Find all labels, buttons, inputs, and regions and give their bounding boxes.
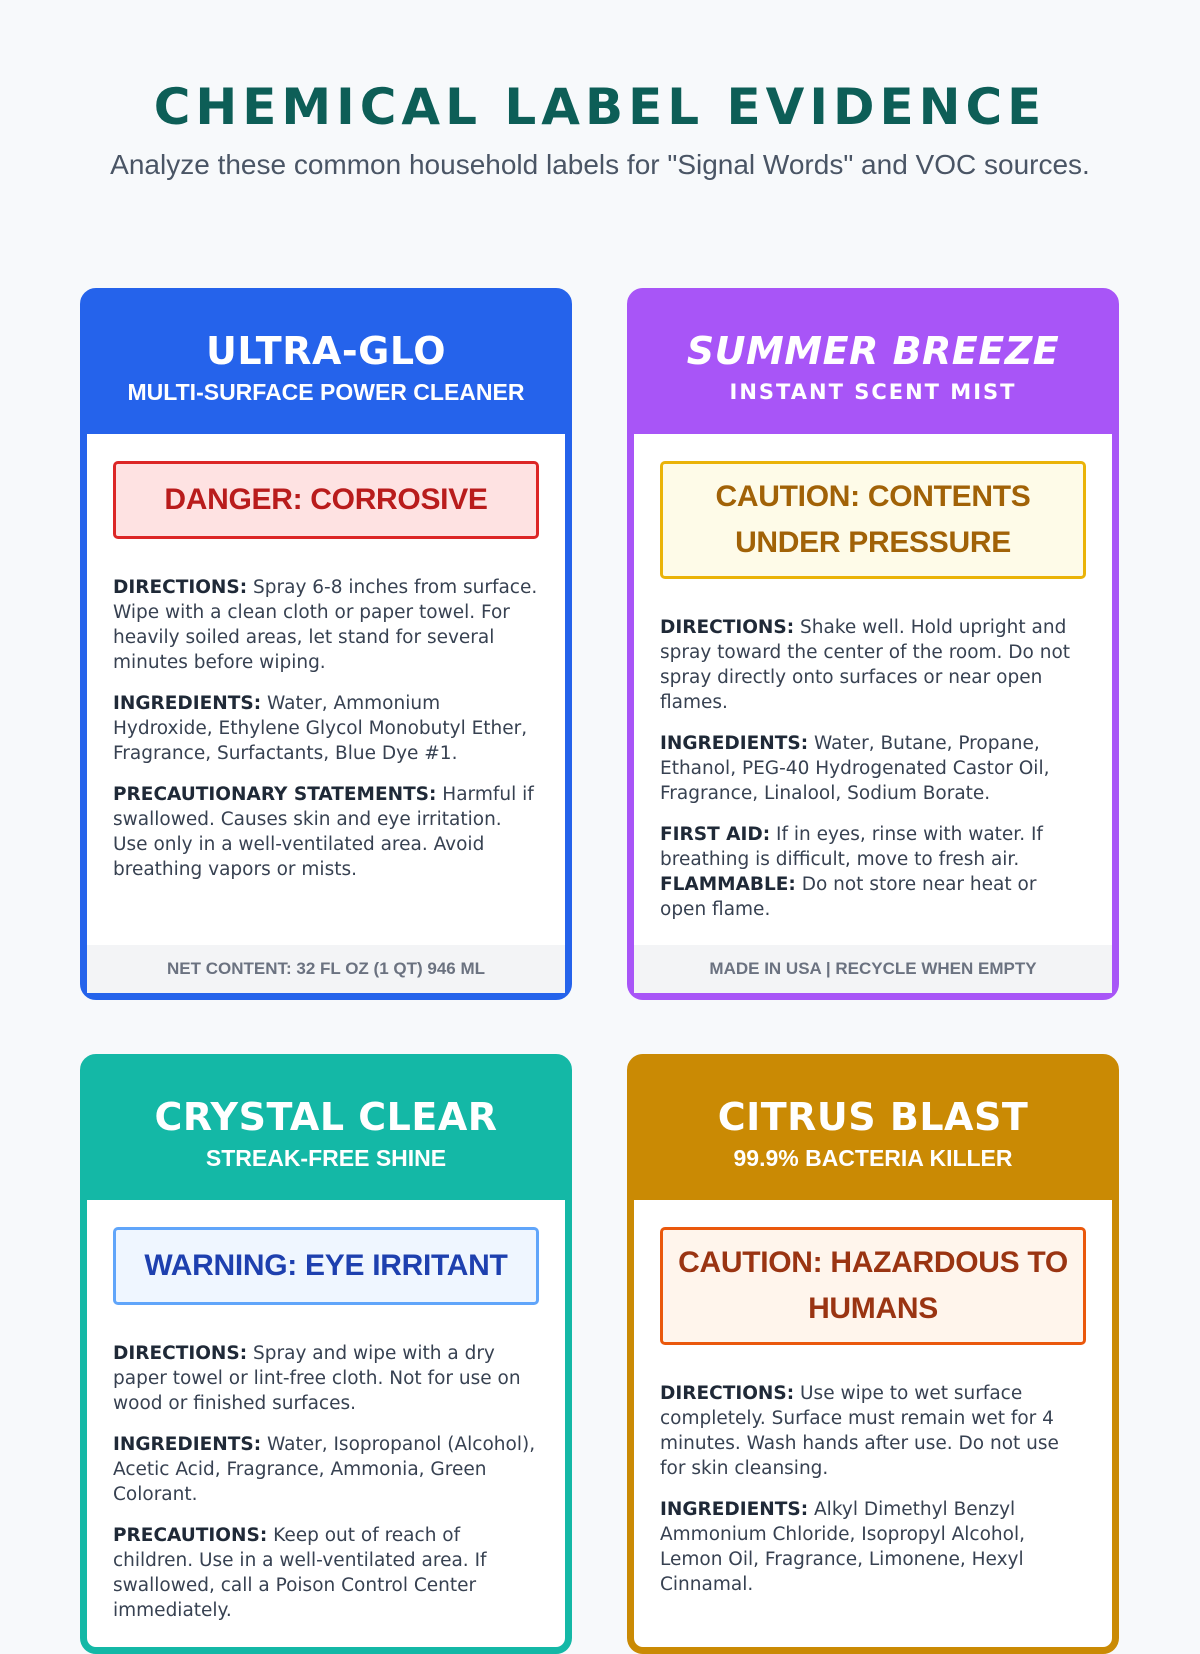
ingredients-text (660, 731, 1086, 806)
brand-name: ULTRA-GLO (206, 329, 446, 373)
section-text: Spray 6-8 inches from surface. Wipe with a clean cloth or paper towel. For heavily soiled areas, let stand for several minutes before wiping. (113, 577, 538, 673)
label-card-ultra-glo (80, 288, 572, 1000)
brand-name: CITRUS BLAST (717, 1095, 1029, 1139)
section-label: INGREDIENTS: (113, 1434, 262, 1455)
section-label: DIRECTIONS: (113, 1343, 248, 1364)
card-body (87, 434, 565, 882)
section-text: Use wipe to wet surface completely. Surface must remain wet for 4 minutes. Wash hands after use. Do not use for skin cleansing. (660, 1383, 1059, 1479)
card-footer: NET CONTENT: 32 FL OZ (1 QT) 946 ML (87, 945, 565, 993)
directions-text (660, 1381, 1086, 1481)
section-text: Do not store near heat or open flame. (660, 874, 1037, 920)
directions-text (660, 615, 1086, 715)
section-label: PRECAUTIONARY STATEMENTS: (113, 784, 437, 805)
product-tagline: INSTANT SCENT MIST (729, 380, 1017, 404)
flammable-text (660, 872, 1086, 922)
section-text: Spray and wipe with a dry paper towel or lint-free cloth. Not for use on wood or finished surfaces. (113, 1343, 521, 1414)
label-card-summer-breeze (627, 288, 1119, 1000)
signal-word-box: WARNING: EYE IRRITANT (113, 1227, 539, 1305)
section-text: Keep out of reach of children. Use in a well-ventilated area. If swallowed, call a Poison Control Center immediately. (113, 1525, 487, 1621)
section-text: Water, Ammonium Hydroxide, Ethylene Glycol Monobutyl Ether, Fragrance, Surfactants, Blue Dye #1. (113, 693, 528, 764)
ingredients-text (113, 691, 539, 766)
section-label: PRECAUTIONS: (113, 1525, 268, 1546)
brand-name: SUMMER BREEZE (686, 329, 1060, 373)
product-tagline: 99.9% BACTERIA KILLER (733, 1145, 1013, 1171)
signal-word-box: DANGER: CORROSIVE (113, 461, 539, 539)
section-label: DIRECTIONS: (660, 1383, 795, 1404)
section-label: INGREDIENTS: (660, 1499, 809, 1520)
ingredients-text (660, 1497, 1086, 1597)
section-label: FLAMMABLE: (660, 874, 796, 895)
signal-word-box: CAUTION: CONTENTS UNDER PRESSURE (660, 461, 1086, 579)
product-tagline: MULTI-SURFACE POWER CLEANER (127, 379, 525, 405)
directions-text (113, 575, 539, 675)
card-header (634, 1061, 1112, 1200)
card-body (634, 1200, 1112, 1597)
section-label: INGREDIENTS: (660, 733, 809, 754)
section-text: Harmful if swallowed. Causes skin and eye irritation. Use only in a well-ventilated area. Avoid breathing vapors or mists. (113, 784, 534, 880)
precautions-text (113, 782, 539, 882)
signal-word-box: CAUTION: HAZARDOUS TO HUMANS (660, 1227, 1086, 1345)
section-text: Water, Isopropanol (Alcohol), Acetic Acid, Fragrance, Ammonia, Green Colorant. (113, 1434, 536, 1505)
precautions-text (113, 1523, 539, 1623)
product-tagline: STREAK-FREE SHINE (205, 1145, 447, 1171)
section-label: DIRECTIONS: (113, 577, 248, 598)
section-label: DIRECTIONS: (660, 617, 795, 638)
card-footer: MADE IN USA | RECYCLE WHEN EMPTY (634, 945, 1112, 993)
card-header (634, 295, 1112, 434)
section-text: Shake well. Hold upright and spray toward the center of the room. Do not spray directly onto surfaces or near open flames. (660, 617, 1071, 713)
directions-text (113, 1341, 539, 1416)
page-subtitle: Analyze these common household labels for "Signal Words" and VOC sources. (110, 149, 1090, 180)
card-header (87, 295, 565, 434)
label-card-crystal-clear (80, 1054, 572, 1654)
section-label: FIRST AID: (660, 824, 771, 845)
section-text: Alkyl Dimethyl Benzyl Ammonium Chloride, Isopropyl Alcohol, Lemon Oil, Fragrance, Limonene, Hexyl Cinnamal. (660, 1499, 1025, 1595)
ingredients-text (113, 1432, 539, 1507)
section-text: Water, Butane, Propane, Ethanol, PEG-40 Hydrogenated Castor Oil, Fragrance, Linalool, Sodium Borate. (660, 733, 1050, 804)
card-body (634, 434, 1112, 922)
section-text: If in eyes, rinse with water. If breathing is difficult, move to fresh air. (660, 824, 1043, 870)
brand-name: CRYSTAL CLEAR (154, 1095, 498, 1139)
first-aid-text (660, 822, 1086, 872)
label-card-citrus-blast (627, 1054, 1119, 1654)
card-header (87, 1061, 565, 1200)
card-body (87, 1200, 565, 1623)
section-label: INGREDIENTS: (113, 693, 262, 714)
page-title: CHEMICAL LABEL EVIDENCE (153, 78, 1047, 136)
